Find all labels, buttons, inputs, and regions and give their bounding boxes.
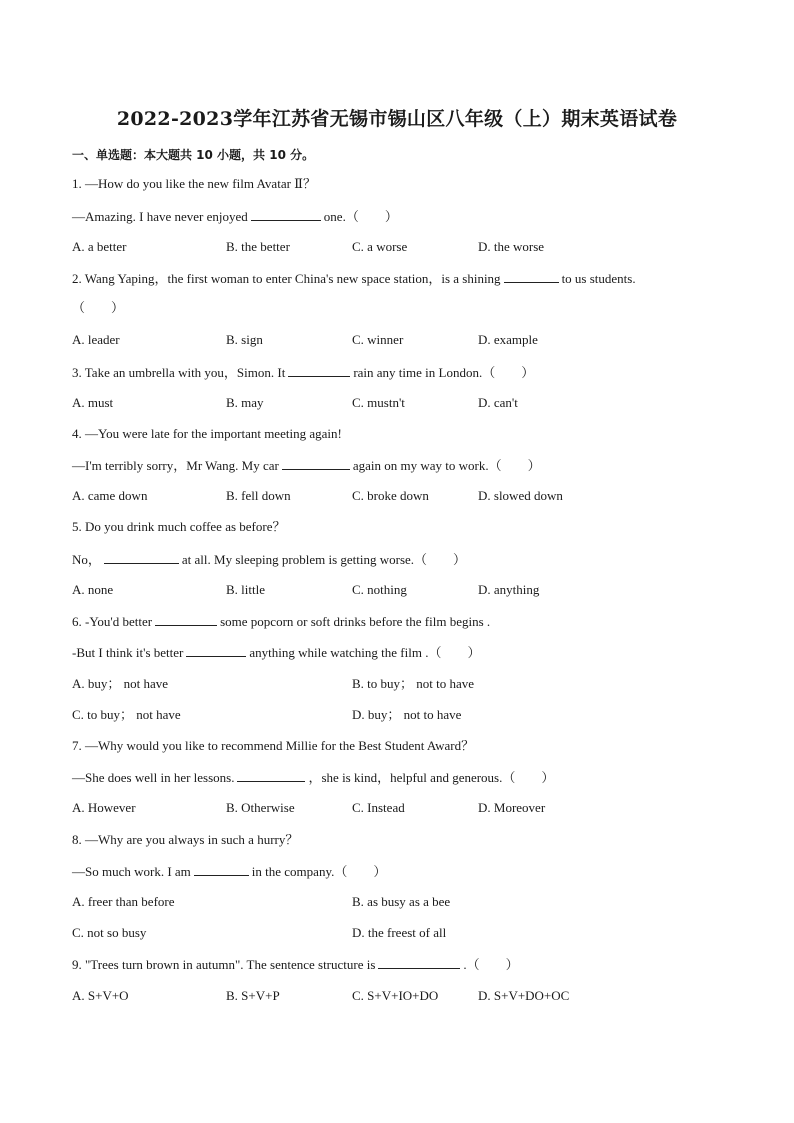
q7-option-b: B. Otherwise bbox=[226, 800, 295, 815]
question-2-stem bbox=[72, 269, 636, 287]
question-3-stem bbox=[72, 363, 534, 381]
q8-option-a: A. freer than before bbox=[72, 894, 175, 909]
q2-option-a: A. leader bbox=[72, 332, 120, 347]
answer-blank bbox=[237, 768, 305, 782]
answer-blank bbox=[104, 550, 179, 564]
q6-stem-tail: some popcorn or soft drinks before the film begins . bbox=[220, 614, 491, 629]
q7-option-a: A. However bbox=[72, 800, 136, 815]
q1-reply-text: —Amazing. I have never enjoyed bbox=[72, 209, 248, 224]
question-8-reply bbox=[72, 862, 386, 880]
q5-option-c: C. nothing bbox=[352, 582, 407, 597]
q2-stem-text: 2. Wang Yaping，the first woman to enter China's new space station，is a shining bbox=[72, 271, 501, 286]
q9-stem-tail: .（ ） bbox=[463, 957, 519, 972]
q3-stem-text: 3. Take an umbrella with you，Simon. It bbox=[72, 365, 286, 380]
question-7-reply bbox=[72, 768, 554, 786]
answer-blank bbox=[504, 269, 559, 283]
answer-blank bbox=[282, 456, 350, 470]
answer-blank bbox=[194, 862, 249, 876]
q5-option-d: D. anything bbox=[478, 582, 540, 597]
q8-reply-tail: in the company.（ ） bbox=[251, 864, 387, 879]
q1-reply-tail: one.（ ） bbox=[323, 209, 398, 224]
q6-option-b: B. to buy； not to have bbox=[352, 676, 475, 691]
question-1-stem: 1. —How do you like the new film Avatar Ⅱ？ bbox=[72, 176, 316, 191]
q7-option-d: D. Moreover bbox=[478, 800, 546, 815]
exam-title: 2022-2023学年江苏省无锡市锡山区八年级（上）期末英语试卷 bbox=[116, 108, 678, 130]
q9-option-c: C. S+V+IO+DO bbox=[352, 988, 439, 1003]
question-7-stem: 7. —Why would you like to recommend Millie for the Best Student Award？ bbox=[72, 738, 475, 753]
q2-option-b: B. sign bbox=[226, 332, 263, 347]
q2-option-d: D. example bbox=[478, 332, 538, 347]
question-8-stem: 8. —Why are you always in such a hurry？ bbox=[72, 832, 299, 847]
q5-reply-tail: at all. My sleeping problem is getting worse.（ ） bbox=[181, 552, 467, 567]
question-6-reply bbox=[72, 643, 480, 661]
q1-option-b: B. the better bbox=[226, 239, 290, 254]
answer-blank bbox=[288, 363, 350, 377]
q1-option-d: D. the worse bbox=[478, 239, 545, 254]
question-1-reply bbox=[72, 207, 398, 225]
q6-option-d: D. buy； not to have bbox=[352, 707, 462, 722]
question-5-stem: 5. Do you drink much coffee as before？ bbox=[72, 519, 286, 534]
q9-option-b: B. S+V+P bbox=[226, 988, 280, 1003]
question-6-stem bbox=[72, 612, 490, 630]
q4-option-b: B. fell down bbox=[226, 488, 291, 503]
section-heading: 一、单选题：本大题共 10 小题，共 10 分。 bbox=[72, 148, 315, 162]
q2-answer-paren: （ ） bbox=[72, 300, 125, 315]
q6-option-c: C. to buy； not have bbox=[72, 707, 181, 722]
q4-reply-tail: again on my way to work.（ ） bbox=[352, 458, 541, 473]
q9-stem-text: 9. "Trees turn brown in autumn". The sentence structure is bbox=[72, 957, 376, 972]
question-5-reply bbox=[72, 550, 466, 568]
q3-option-c: C. mustn't bbox=[352, 395, 405, 410]
q7-reply-text: —She does well in her lessons. bbox=[72, 770, 235, 785]
question-4-stem: 4. —You were late for the important meeting again! bbox=[72, 426, 342, 441]
q9-option-a: A. S+V+O bbox=[72, 988, 129, 1003]
q4-reply-text: —I'm terribly sorry，Mr Wang. My car bbox=[72, 458, 279, 473]
q5-option-b: B. little bbox=[226, 582, 265, 597]
q2-stem-tail: to us students. bbox=[561, 271, 636, 286]
q9-option-d: D. S+V+DO+OC bbox=[478, 988, 570, 1003]
question-9-stem bbox=[72, 955, 519, 973]
q7-reply-tail: ，she is kind，helpful and generous.（ ） bbox=[308, 770, 555, 785]
q5-reply-text: No， bbox=[72, 552, 101, 567]
q6-stem-text: 6. -You'd better bbox=[72, 614, 153, 629]
q3-option-d: D. can't bbox=[478, 395, 518, 410]
q4-option-c: C. broke down bbox=[352, 488, 429, 503]
q8-option-c: C. not so busy bbox=[72, 925, 147, 940]
q8-option-b: B. as busy as a bee bbox=[352, 894, 451, 909]
answer-blank bbox=[251, 207, 321, 221]
q8-reply-text: —So much work. I am bbox=[72, 864, 191, 879]
q4-option-d: D. slowed down bbox=[478, 488, 563, 503]
q4-option-a: A. came down bbox=[72, 488, 148, 503]
q6-option-a: A. buy； not have bbox=[72, 676, 169, 691]
q3-stem-tail: rain any time in London.（ ） bbox=[353, 365, 535, 380]
q2-option-c: C. winner bbox=[352, 332, 404, 347]
q1-option-c: C. a worse bbox=[352, 239, 408, 254]
q3-option-a: A. must bbox=[72, 395, 114, 410]
answer-blank bbox=[378, 955, 460, 969]
q1-option-a: A. a better bbox=[72, 239, 127, 254]
q7-option-c: C. Instead bbox=[352, 800, 405, 815]
q3-option-b: B. may bbox=[226, 395, 264, 410]
answer-blank bbox=[155, 612, 217, 626]
question-4-reply bbox=[72, 456, 541, 474]
answer-blank bbox=[186, 643, 246, 657]
q6-reply-text: -But I think it's better bbox=[72, 645, 184, 660]
q6-reply-tail: anything while watching the film .（ ） bbox=[249, 645, 481, 660]
q8-option-d: D. the freest of all bbox=[352, 925, 447, 940]
q5-option-a: A. none bbox=[72, 582, 114, 597]
